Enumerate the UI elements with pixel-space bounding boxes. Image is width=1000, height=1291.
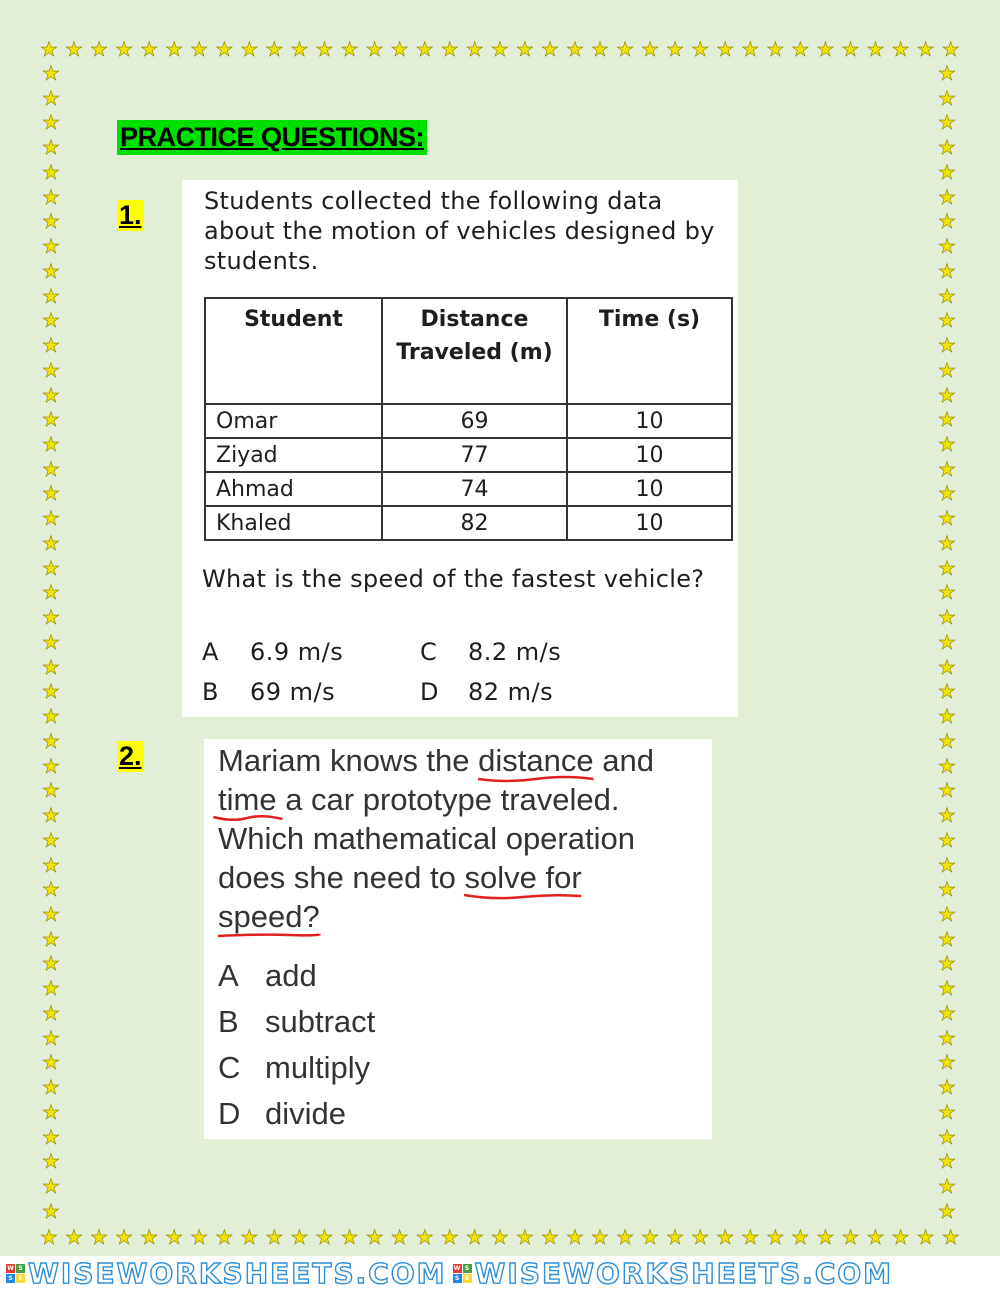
star-icon: ★ [841, 38, 860, 61]
star-icon: ★ [938, 679, 956, 704]
cell-student: Ziyad [205, 438, 382, 472]
star-icon: ★ [165, 1226, 184, 1249]
star-icon: ★ [691, 38, 710, 61]
star-icon: ★ [42, 827, 60, 852]
star-icon: ★ [65, 38, 83, 61]
star-icon: ★ [365, 1226, 384, 1249]
star-icon: ★ [365, 38, 384, 61]
star-icon: ★ [938, 1149, 956, 1174]
answer-option-b[interactable]: B 69 m/s [202, 678, 336, 706]
red-underline [218, 930, 320, 940]
star-icon: ★ [42, 926, 60, 951]
star-icon: ★ [938, 1075, 956, 1100]
star-icon: ★ [42, 877, 60, 902]
table-row [205, 472, 732, 506]
underlined-time: time [218, 782, 277, 817]
star-icon: ★ [42, 778, 60, 803]
star-icon: ★ [938, 654, 956, 679]
star-icon: ★ [42, 85, 60, 110]
table-header-row [205, 298, 732, 404]
star-icon: ★ [42, 852, 60, 877]
star-icon: ★ [666, 1226, 685, 1249]
star-icon: ★ [240, 38, 259, 61]
star-icon: ★ [938, 283, 956, 308]
star-icon: ★ [938, 827, 956, 852]
star-icon: ★ [816, 1226, 835, 1249]
star-icon: ★ [165, 38, 184, 61]
star-icon: ★ [215, 1226, 234, 1249]
star-icon: ★ [140, 38, 159, 61]
star-icon: ★ [938, 333, 956, 358]
star-icon: ★ [42, 382, 60, 407]
star-icon: ★ [791, 38, 810, 61]
star-icon: ★ [591, 1226, 609, 1249]
cell-student: Omar [205, 404, 382, 438]
star-border-bottom [40, 1226, 960, 1252]
star-icon: ★ [42, 605, 60, 630]
star-icon: ★ [265, 1226, 284, 1249]
vehicle-data-table [204, 297, 733, 541]
star-icon: ★ [938, 605, 956, 630]
star-icon: ★ [938, 234, 956, 259]
star-icon: ★ [938, 852, 956, 877]
star-icon: ★ [42, 357, 60, 382]
cell-student: Ahmad [205, 472, 382, 506]
star-icon: ★ [938, 85, 956, 110]
star-icon: ★ [938, 803, 956, 828]
star-icon: ★ [938, 926, 956, 951]
star-icon: ★ [866, 1226, 885, 1249]
star-icon: ★ [42, 803, 60, 828]
red-underline [478, 774, 593, 784]
star-icon: ★ [42, 654, 60, 679]
star-icon: ★ [90, 1226, 109, 1249]
table-row [205, 506, 732, 540]
star-icon: ★ [215, 38, 234, 61]
footer-brand-text: WISEWORKSHEETS.COM [474, 1257, 894, 1290]
star-icon: ★ [115, 38, 134, 61]
underlined-solve-for: solve for [464, 860, 581, 895]
star-icon: ★ [42, 456, 60, 481]
star-icon: ★ [938, 530, 956, 555]
star-icon: ★ [916, 1226, 935, 1249]
answer-option-c[interactable]: C multiply [218, 1050, 371, 1085]
cell-distance: 82 [382, 506, 567, 540]
star-icon: ★ [40, 38, 58, 61]
star-icon: ★ [465, 38, 484, 61]
answer-option-d[interactable]: D divide [218, 1096, 346, 1131]
star-icon: ★ [42, 234, 60, 259]
star-border-right [934, 62, 960, 1222]
star-icon: ★ [591, 38, 609, 61]
star-icon: ★ [938, 382, 956, 407]
star-border-left [38, 62, 64, 1222]
star-icon: ★ [938, 62, 956, 85]
star-icon: ★ [816, 38, 835, 61]
star-icon: ★ [490, 1226, 509, 1249]
star-icon: ★ [916, 38, 935, 61]
star-icon: ★ [290, 1226, 309, 1249]
star-icon: ★ [42, 1099, 60, 1124]
star-icon: ★ [938, 506, 956, 531]
star-icon: ★ [515, 1226, 534, 1249]
star-icon: ★ [938, 1174, 956, 1199]
star-icon: ★ [265, 38, 284, 61]
star-icon: ★ [115, 1226, 134, 1249]
star-icon: ★ [741, 38, 760, 61]
answer-option-a[interactable]: A add [218, 958, 317, 993]
underlined-speed: speed? [218, 899, 320, 934]
cell-distance: 69 [382, 404, 567, 438]
page-heading: PRACTICE QUESTIONS: [117, 120, 427, 155]
star-icon: ★ [616, 38, 635, 61]
star-icon: ★ [938, 110, 956, 135]
star-icon: ★ [42, 1124, 60, 1149]
star-icon: ★ [42, 209, 60, 234]
star-icon: ★ [938, 1050, 956, 1075]
star-icon: ★ [891, 38, 910, 61]
star-icon: ★ [666, 38, 685, 61]
star-icon: ★ [938, 1099, 956, 1124]
star-icon: ★ [42, 728, 60, 753]
star-icon: ★ [938, 877, 956, 902]
star-icon: ★ [315, 1226, 334, 1249]
footer-watermark [0, 1256, 1000, 1291]
table-row [205, 438, 732, 472]
star-icon: ★ [938, 1198, 956, 1222]
star-icon: ★ [42, 62, 60, 85]
star-icon: ★ [42, 506, 60, 531]
column-header-time: Time (s) [567, 298, 732, 404]
red-underline [218, 813, 277, 823]
red-underline [464, 891, 581, 901]
star-icon: ★ [315, 38, 334, 61]
star-icon: ★ [540, 38, 559, 61]
star-icon: ★ [42, 530, 60, 555]
star-icon: ★ [938, 778, 956, 803]
star-icon: ★ [42, 901, 60, 926]
star-icon: ★ [641, 1226, 660, 1249]
question-2-number: 2. [119, 741, 142, 771]
star-icon: ★ [938, 951, 956, 976]
star-icon: ★ [42, 308, 60, 333]
footer-brand-text: WISEWORKSHEETS.COM [28, 1257, 447, 1290]
star-icon: ★ [140, 1226, 159, 1249]
star-icon: ★ [42, 704, 60, 729]
star-icon: ★ [42, 1025, 60, 1050]
star-icon: ★ [938, 1025, 956, 1050]
question-1-number: 1. [119, 200, 142, 230]
star-icon: ★ [190, 1226, 209, 1249]
star-icon: ★ [866, 38, 885, 61]
star-icon: ★ [716, 1226, 735, 1249]
answer-option-d[interactable]: D 82 m/s [420, 678, 554, 706]
star-icon: ★ [938, 184, 956, 209]
star-icon: ★ [616, 1226, 635, 1249]
star-icon: ★ [891, 1226, 910, 1249]
star-icon: ★ [340, 38, 359, 61]
star-icon: ★ [42, 679, 60, 704]
star-icon: ★ [938, 357, 956, 382]
star-border-top [40, 38, 960, 64]
star-icon: ★ [565, 38, 584, 61]
star-icon: ★ [440, 38, 459, 61]
star-icon: ★ [240, 1226, 259, 1249]
star-icon: ★ [42, 1174, 60, 1199]
star-icon: ★ [565, 1226, 584, 1249]
star-icon: ★ [766, 1226, 785, 1249]
star-icon: ★ [938, 481, 956, 506]
star-icon: ★ [42, 1000, 60, 1025]
star-icon: ★ [40, 1226, 58, 1249]
star-icon: ★ [42, 976, 60, 1001]
star-icon: ★ [938, 258, 956, 283]
star-icon: ★ [190, 38, 209, 61]
star-icon: ★ [938, 456, 956, 481]
star-icon: ★ [90, 38, 109, 61]
star-icon: ★ [490, 38, 509, 61]
question-2-card [204, 739, 712, 1139]
table-row [205, 404, 732, 438]
star-icon: ★ [42, 555, 60, 580]
star-icon: ★ [938, 753, 956, 778]
column-header-distance: Distance Traveled (m) [382, 298, 567, 404]
cell-distance: 74 [382, 472, 567, 506]
star-icon: ★ [841, 1226, 860, 1249]
star-icon: ★ [515, 38, 534, 61]
star-icon: ★ [791, 1226, 810, 1249]
question-1-prompt: What is the speed of the fastest vehicle? [202, 565, 705, 593]
star-icon: ★ [42, 159, 60, 184]
underlined-distance: distance [478, 743, 593, 778]
star-icon: ★ [465, 1226, 484, 1249]
star-icon: ★ [42, 407, 60, 432]
cell-time: 10 [567, 472, 732, 506]
star-icon: ★ [42, 283, 60, 308]
star-icon: ★ [641, 38, 660, 61]
star-icon: ★ [390, 1226, 409, 1249]
star-icon: ★ [42, 1149, 60, 1174]
cell-time: 10 [567, 404, 732, 438]
star-icon: ★ [42, 580, 60, 605]
star-icon: ★ [938, 704, 956, 729]
star-icon: ★ [42, 1075, 60, 1100]
star-icon: ★ [938, 308, 956, 333]
wiseworksheets-logo-icon: W S S E [453, 1264, 472, 1283]
cell-time: 10 [567, 438, 732, 472]
star-icon: ★ [65, 1226, 83, 1249]
star-icon: ★ [42, 1198, 60, 1222]
star-icon: ★ [42, 1050, 60, 1075]
star-icon: ★ [938, 407, 956, 432]
column-header-student: Student [205, 298, 382, 404]
star-icon: ★ [42, 110, 60, 135]
star-icon: ★ [938, 728, 956, 753]
star-icon: ★ [42, 629, 60, 654]
answer-option-a[interactable]: A 6.9 m/s [202, 638, 344, 666]
star-icon: ★ [42, 753, 60, 778]
star-icon: ★ [42, 951, 60, 976]
star-icon: ★ [42, 481, 60, 506]
star-icon: ★ [540, 1226, 559, 1249]
star-icon: ★ [42, 258, 60, 283]
star-icon: ★ [938, 159, 956, 184]
star-icon: ★ [42, 432, 60, 457]
star-icon: ★ [340, 1226, 359, 1249]
star-icon: ★ [716, 38, 735, 61]
star-icon: ★ [415, 1226, 434, 1249]
star-icon: ★ [938, 555, 956, 580]
wiseworksheets-logo-icon: W S S E [6, 1264, 25, 1283]
star-icon: ★ [290, 38, 309, 61]
star-icon: ★ [415, 38, 434, 61]
star-icon: ★ [741, 1226, 760, 1249]
star-icon: ★ [42, 135, 60, 160]
star-icon: ★ [938, 629, 956, 654]
star-icon: ★ [941, 1226, 960, 1249]
cell-time: 10 [567, 506, 732, 540]
answer-option-c[interactable]: C 8.2 m/s [420, 638, 562, 666]
cell-student: Khaled [205, 506, 382, 540]
star-icon: ★ [941, 38, 960, 61]
star-icon: ★ [938, 976, 956, 1001]
cell-distance: 77 [382, 438, 567, 472]
question-1-intro: Students collected the following data about the motion of vehicles designed by students. [204, 187, 715, 275]
star-icon: ★ [938, 580, 956, 605]
star-icon: ★ [938, 1000, 956, 1025]
star-icon: ★ [42, 184, 60, 209]
star-icon: ★ [390, 38, 409, 61]
star-icon: ★ [691, 1226, 710, 1249]
star-icon: ★ [42, 333, 60, 358]
star-icon: ★ [938, 432, 956, 457]
star-icon: ★ [938, 901, 956, 926]
star-icon: ★ [440, 1226, 459, 1249]
question-1-card [182, 180, 738, 717]
answer-option-b[interactable]: B subtract [218, 1004, 376, 1039]
question-2-prompt: Mariam knows the distance and time a car prototype traveled. Which mathematical operation does she need to solve for speed? [218, 741, 708, 936]
star-icon: ★ [938, 1124, 956, 1149]
star-icon: ★ [766, 38, 785, 61]
star-icon: ★ [938, 209, 956, 234]
star-icon: ★ [938, 135, 956, 160]
question-2-options [218, 953, 375, 1137]
